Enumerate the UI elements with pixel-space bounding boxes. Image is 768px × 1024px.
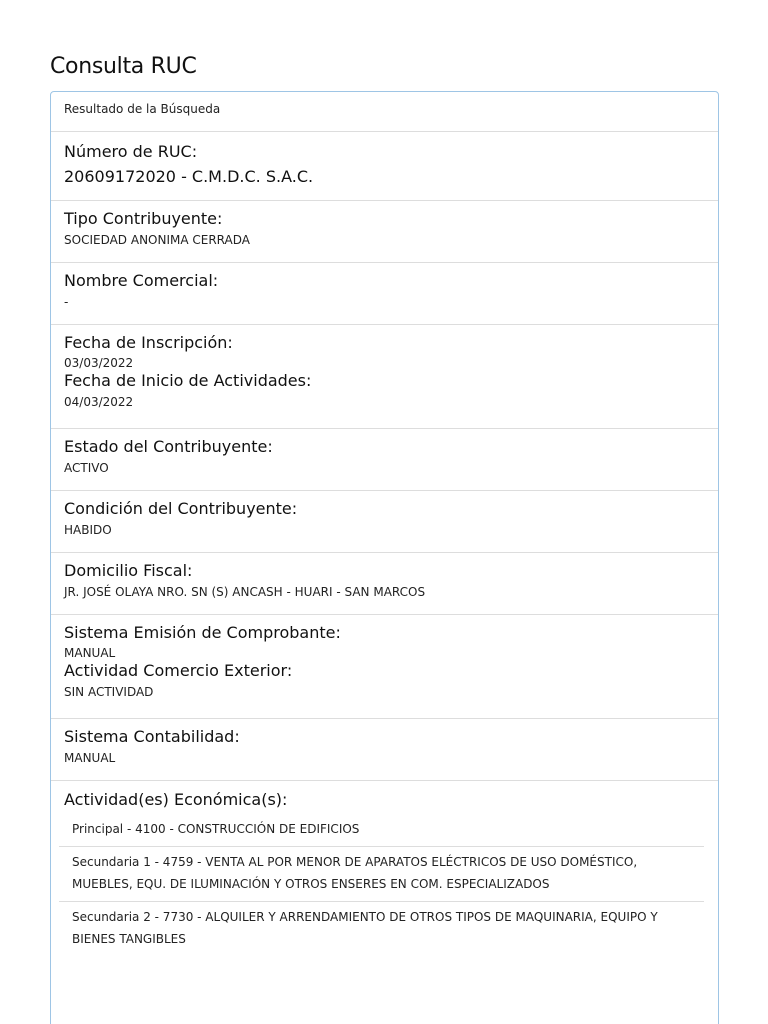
fecha-inicio-label: Fecha de Inicio de Actividades: bbox=[64, 371, 312, 390]
ruc-label: Número de RUC: bbox=[64, 142, 198, 161]
emision-item bbox=[51, 615, 718, 719]
fecha-inicio-value: 04/03/2022 bbox=[64, 395, 134, 409]
domicilio-item bbox=[51, 553, 718, 615]
condicion-item bbox=[51, 491, 718, 553]
activity-row: Secundaria 2 - 7730 - ALQUILER Y ARRENDAMIENTO DE OTROS TIPOS DE MAQUINARIA, EQUIPO Y BIENES TANGIBLES bbox=[59, 901, 704, 956]
emision-label: Sistema Emisión de Comprobante: bbox=[64, 623, 341, 642]
contabilidad-item bbox=[51, 719, 718, 781]
nombre-label: Nombre Comercial: bbox=[64, 271, 219, 290]
domicilio-label: Domicilio Fiscal: bbox=[64, 561, 193, 580]
nombre-value: - bbox=[64, 295, 69, 309]
fechas-item bbox=[51, 325, 718, 429]
comercio-exterior-value: SIN ACTIVIDAD bbox=[64, 685, 154, 699]
condicion-label: Condición del Contribuyente: bbox=[64, 499, 298, 518]
tipo-label: Tipo Contribuyente: bbox=[64, 209, 223, 228]
estado-label: Estado del Contribuyente: bbox=[64, 437, 273, 456]
actividades-label: Actividad(es) Económica(s): bbox=[64, 790, 288, 809]
fecha-inscripcion-label: Fecha de Inscripción: bbox=[64, 333, 233, 352]
contabilidad-label: Sistema Contabilidad: bbox=[64, 727, 240, 746]
tipo-item bbox=[51, 201, 718, 263]
comercio-exterior-label: Actividad Comercio Exterior: bbox=[64, 661, 293, 680]
domicilio-value: JR. JOSÉ OLAYA NRO. SN (S) ANCASH - HUARI - SAN MARCOS bbox=[64, 585, 426, 599]
estado-value: ACTIVO bbox=[64, 461, 109, 475]
panel-heading: Resultado de la Búsqueda bbox=[51, 92, 718, 132]
activity-row: Principal - 4100 - CONSTRUCCIÓN DE EDIFICIOS bbox=[72, 822, 360, 836]
nombre-item bbox=[51, 263, 718, 325]
page-title: Consulta RUC bbox=[50, 54, 197, 79]
contabilidad-value: MANUAL bbox=[64, 751, 116, 765]
actividades-item bbox=[51, 781, 718, 964]
estado-item bbox=[51, 429, 718, 491]
condicion-value: HABIDO bbox=[64, 523, 112, 537]
activity-row: Secundaria 1 - 4759 - VENTA AL POR MENOR DE APARATOS ELÉCTRICOS DE USO DOMÉSTICO, MUEBLES, EQU. DE ILUMINACIÓN Y OTROS ENSERES EN COM. ESPECIALIZADOS bbox=[59, 846, 704, 901]
tipo-value: SOCIEDAD ANONIMA CERRADA bbox=[64, 233, 250, 247]
emision-value: MANUAL bbox=[64, 646, 116, 660]
results-panel bbox=[50, 91, 719, 1024]
ruc-value: 20609172020 - C.M.D.C. S.A.C. bbox=[64, 167, 314, 186]
activities-table bbox=[59, 818, 704, 956]
ruc-item bbox=[51, 132, 718, 201]
fecha-inscripcion-value: 03/03/2022 bbox=[64, 356, 134, 370]
